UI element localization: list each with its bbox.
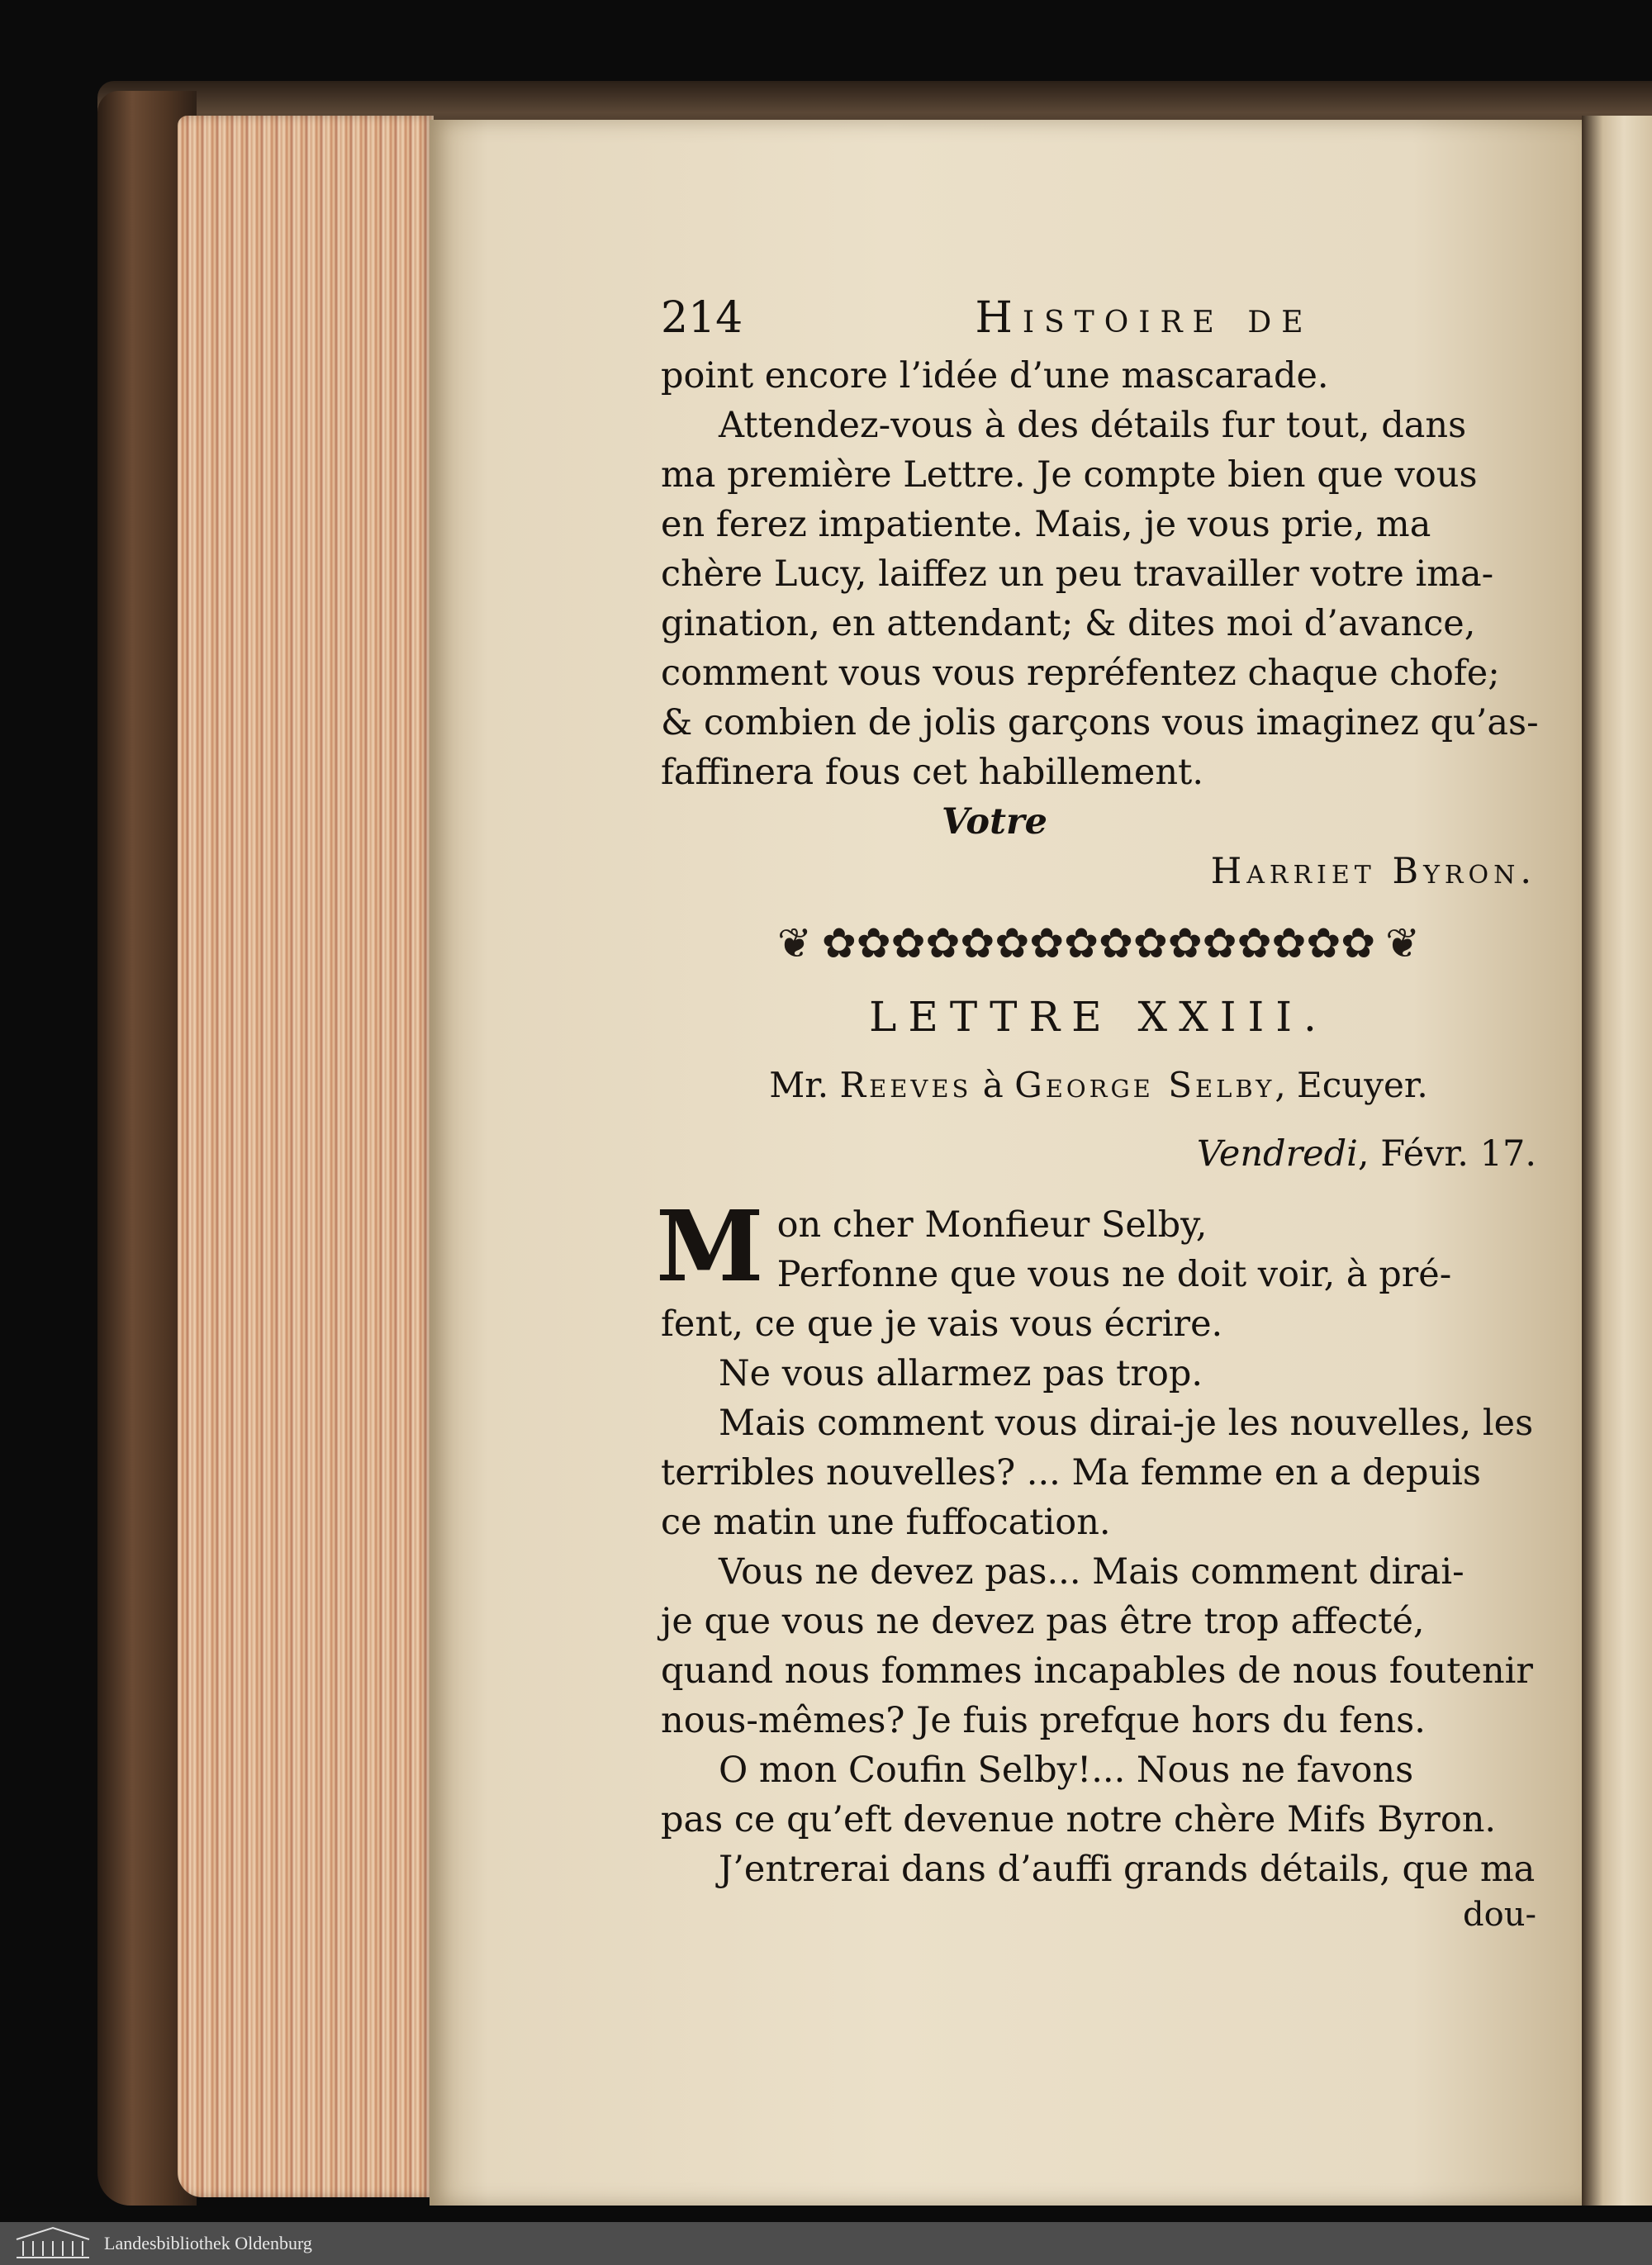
text-line: pas ce qu’eft devenue notre chère Mifs Byron. [661, 1799, 1497, 1840]
facing-page-edge [1582, 116, 1652, 2206]
dateline-date: , Févr. 17. [1357, 1133, 1536, 1175]
text-line: comment vous vous repréfentez chaque chofe; [661, 653, 1500, 694]
ornament-band: ✿✿✿✿✿✿✿✿✿✿✿✿✿✿✿✿ [821, 919, 1376, 967]
text-line: on cher Monfieur Selby, [776, 1204, 1208, 1246]
sender-name: Reeves [839, 1065, 972, 1105]
text-line: Perfonne que vous ne doit voir, à pré- [776, 1254, 1452, 1295]
fleuron-icon: ❦ [1385, 919, 1421, 967]
closing-word: Votre [942, 801, 1047, 843]
text-line: O mon Coufin Selby!... Nous ne favons [719, 1750, 1414, 1791]
letter-body [656, 1189, 1536, 1935]
dateline-day: Vendredi [1196, 1133, 1358, 1175]
catchword: dou- [1463, 1896, 1536, 1934]
text-line: Vous ne devez pas... Mais comment dirai- [719, 1551, 1464, 1593]
addressee-suffix: , Ecuyer. [1275, 1065, 1428, 1105]
text-line: gination, en attendant; & dites moi d’avance, [661, 603, 1476, 644]
library-building-logo-icon [12, 2225, 94, 2263]
letter-heading: LETTRE XXIII. [869, 993, 1328, 1041]
text-line: point encore l’idée d’une mascarade. [661, 355, 1329, 396]
addressee-a: à [982, 1065, 1004, 1105]
drop-cap: M [656, 1189, 764, 1303]
library-name: Landesbibliothek Oldenburg [104, 2233, 312, 2253]
page-edges [178, 116, 434, 2197]
ornament-divider [661, 919, 1536, 967]
addressee-prefix: Mr. [769, 1065, 829, 1105]
page-text [656, 293, 1539, 1935]
page-number: 214 [661, 293, 743, 343]
text-line: terribles nouvelles? ... Ma femme en a depuis [661, 1452, 1481, 1493]
signature: Harriet Byron. [1210, 851, 1536, 892]
dateline [661, 1121, 1536, 1187]
text-line: ma première Lettre. Je compte bien que vous [661, 454, 1478, 496]
text-line: quand nous fommes incapables de nous foutenir [661, 1650, 1533, 1692]
text-line: nous-mêmes? Je fuis prefque hors du fens. [661, 1700, 1426, 1741]
text-line: chère Lucy, laiffez un peu travailler votre ima- [661, 553, 1494, 595]
recipient-name: George Selby [1014, 1065, 1275, 1105]
page-header [661, 293, 1536, 351]
text-line: J’entrerai dans d’auffi grands détails, que ma [719, 1849, 1536, 1890]
running-title: Histoire de [975, 293, 1313, 343]
text-line: fent, ce que je vais vous écrire. [661, 1303, 1223, 1345]
text-line: en ferez impatiente. Mais, je vous prie, ma [661, 504, 1431, 545]
closing-word-line [661, 797, 1536, 847]
text-line: faffinera fous cet habillement. [661, 752, 1203, 793]
addressee-line [661, 1057, 1536, 1114]
text-line: ce matin une fuffocation. [661, 1502, 1111, 1543]
footer-bar [0, 2222, 1652, 2265]
text-line: & combien de jolis garçons vous imaginez qu’as- [661, 702, 1539, 743]
text-line: je que vous ne devez pas être trop affecté, [661, 1601, 1425, 1642]
text-line: Mais comment vous dirai-je les nouvelles, les [719, 1403, 1534, 1444]
text-line: Attendez-vous à des détails fur tout, dans [719, 405, 1467, 446]
fleuron-icon: ❦ [776, 919, 812, 967]
text-line: Ne vous allarmez pas trop. [719, 1353, 1203, 1394]
